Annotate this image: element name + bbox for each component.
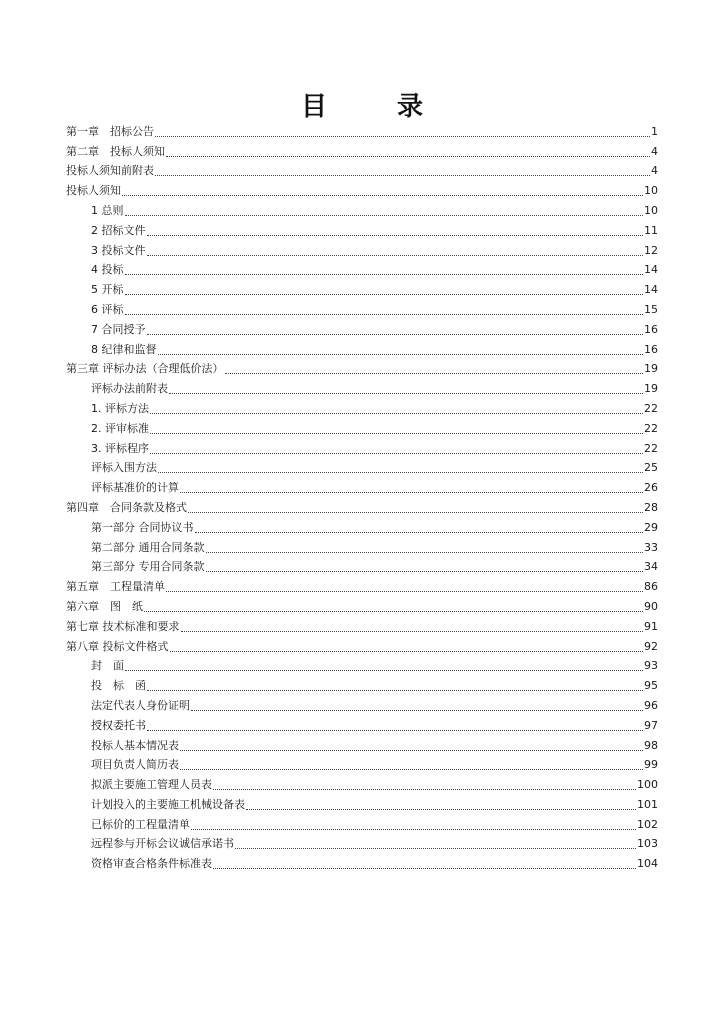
dot-leader [147,255,644,256]
toc-entry-page-number: 4 [651,144,658,158]
toc-entry-page-number: 16 [644,342,658,356]
toc-entry-title: 第一章 招标公告 [66,124,154,138]
toc-entry-title: 7 合同授予 [91,322,146,336]
toc-entry-title: 投 标 函 [91,679,146,693]
toc-entry[interactable] [66,418,658,438]
toc-entry[interactable] [66,715,658,735]
dot-leader [150,453,643,454]
toc-entry-title: 2. 评审标准 [91,421,149,435]
toc-entry[interactable] [66,141,658,161]
dot-leader [246,809,636,810]
toc-entry-page-number: 98 [644,738,658,752]
toc-entry-title: 法定代表人身份证明 [91,698,190,712]
toc-entry[interactable] [66,853,658,873]
dot-leader [166,591,643,592]
toc-entry[interactable] [66,576,658,596]
toc-entry[interactable] [66,695,658,715]
toc-entry-page-number: 100 [637,778,658,792]
toc-entry[interactable] [66,438,658,458]
toc-entry-page-number: 99 [644,758,658,772]
toc-entry[interactable] [66,735,658,755]
dot-leader [158,354,644,355]
toc-entry[interactable] [66,299,658,319]
dot-leader [225,373,644,374]
toc-entry[interactable] [66,339,658,359]
toc-entry-page-number: 25 [644,461,658,475]
toc-entry-title: 1. 评标方法 [91,401,149,415]
toc-entry-title: 项目负责人简历表 [91,758,179,772]
toc-entry-title: 8 纪律和监督 [91,342,157,356]
toc-entry-title: 第八章 投标文件格式 [66,639,169,653]
toc-entry-title: 6 评标 [91,302,124,316]
toc-entry-page-number: 29 [644,520,658,534]
toc-entry-page-number: 34 [644,560,658,574]
toc-entry[interactable] [66,557,658,577]
toc-entry-title: 3 投标文件 [91,243,146,257]
dot-leader [125,670,643,671]
dot-leader [180,492,643,493]
dot-leader [158,472,643,473]
toc-entry[interactable] [66,497,658,517]
toc-entry-title: 投标人须知前附表 [66,164,154,178]
toc-entry[interactable] [66,121,658,141]
dot-leader [235,848,636,849]
dot-leader [195,532,644,533]
dot-leader [206,571,644,572]
toc-entry-title: 3. 评标程序 [91,441,149,455]
toc-entry[interactable] [66,200,658,220]
toc-entry-title: 封 面 [91,659,124,673]
toc-entry-title: 投标人须知 [66,184,121,198]
toc-entry-title: 远程参与开标会议诚信承诺书 [91,837,234,851]
toc-entry-page-number: 104 [637,857,658,871]
dot-leader [170,651,644,652]
toc-entry-title: 第五章 工程量清单 [66,580,165,594]
toc-entry[interactable] [66,596,658,616]
toc-entry-title: 投标人基本情况表 [91,738,179,752]
dot-leader [155,136,650,137]
toc-entry-page-number: 86 [644,580,658,594]
toc-entry-page-number: 90 [644,599,658,613]
toc-entry[interactable] [66,240,658,260]
toc-entry[interactable] [66,378,658,398]
dot-leader [144,611,643,612]
dot-leader [125,215,644,216]
dot-leader [180,750,643,751]
toc-entry[interactable] [66,398,658,418]
dot-leader [125,294,644,295]
dot-leader [147,690,643,691]
toc-entry[interactable] [66,517,658,537]
toc-entry[interactable] [66,477,658,497]
toc-entry[interactable] [66,814,658,834]
toc-entry-title: 评标办法前附表 [91,382,168,396]
dot-leader [150,433,643,434]
toc-entry[interactable] [66,616,658,636]
toc-entry-page-number: 1 [651,124,658,138]
dot-leader [150,413,643,414]
toc-entry-page-number: 22 [644,421,658,435]
table-of-contents [66,121,658,873]
toc-entry-page-number: 33 [644,540,658,554]
dot-leader [213,868,636,869]
toc-entry[interactable] [66,161,658,181]
toc-entry[interactable] [66,537,658,557]
toc-entry-page-number: 92 [644,639,658,653]
toc-entry-page-number: 16 [644,322,658,336]
toc-entry-page-number: 19 [644,362,658,376]
dot-leader [166,156,650,157]
toc-entry-title: 第四章 合同条款及格式 [66,500,187,514]
toc-entry-page-number: 14 [644,263,658,277]
dot-leader [147,334,644,335]
dot-leader [181,631,644,632]
toc-entry-title: 评标入围方法 [91,461,157,475]
toc-entry[interactable] [66,319,658,339]
toc-entry-title: 第二章 投标人须知 [66,144,165,158]
toc-entry-title: 评标基准价的计算 [91,481,179,495]
toc-entry-page-number: 10 [644,203,658,217]
toc-entry-page-number: 4 [651,164,658,178]
toc-entry-page-number: 91 [644,619,658,633]
toc-entry-title: 资格审查合格条件标准表 [91,857,212,871]
toc-entry[interactable] [66,260,658,280]
dot-leader [191,710,643,711]
toc-entry-title: 5 开标 [91,283,124,297]
toc-entry[interactable] [66,656,658,676]
toc-entry[interactable] [66,636,658,656]
toc-entry[interactable] [66,279,658,299]
dot-leader [155,175,650,176]
dot-leader [125,274,644,275]
toc-entry[interactable] [66,458,658,478]
toc-entry[interactable] [66,359,658,379]
toc-entry-page-number: 14 [644,283,658,297]
toc-entry[interactable] [66,834,658,854]
toc-entry-page-number: 96 [644,698,658,712]
toc-entry-page-number: 22 [644,401,658,415]
toc-entry[interactable] [66,755,658,775]
toc-entry-page-number: 95 [644,679,658,693]
toc-entry-page-number: 22 [644,441,658,455]
toc-entry[interactable] [66,774,658,794]
toc-entry-page-number: 103 [637,837,658,851]
toc-entry-page-number: 15 [644,302,658,316]
toc-entry-title: 第三部分 专用合同条款 [91,560,205,574]
toc-entry-page-number: 11 [644,223,658,237]
toc-entry-title: 已标价的工程量清单 [91,817,190,831]
toc-entry-title: 授权委托书 [91,718,146,732]
dot-leader [122,195,643,196]
dot-leader [125,314,644,315]
toc-entry-title: 第七章 技术标准和要求 [66,619,180,633]
dot-leader [169,393,643,394]
toc-entry-title: 2 招标文件 [91,223,146,237]
dot-leader [147,730,643,731]
toc-entry-title: 拟派主要施工管理人员表 [91,778,212,792]
toc-entry-title: 第一部分 合同协议书 [91,520,194,534]
toc-entry-page-number: 19 [644,382,658,396]
page-title: 目 录 [300,92,445,122]
toc-entry-page-number: 12 [644,243,658,257]
toc-entry[interactable] [66,794,658,814]
toc-entry[interactable] [66,675,658,695]
toc-entry-title: 第三章 评标办法（合理低价法） [66,362,224,376]
toc-entry-page-number: 102 [637,817,658,831]
dot-leader [213,789,636,790]
toc-entry[interactable] [66,180,658,200]
toc-entry-title: 4 投标 [91,263,124,277]
toc-entry-title: 第六章 图 纸 [66,599,143,613]
dot-leader [191,829,636,830]
toc-entry-page-number: 101 [637,797,658,811]
dot-leader [147,235,644,236]
toc-entry-page-number: 97 [644,718,658,732]
dot-leader [180,769,643,770]
dot-leader [206,552,644,553]
toc-entry-page-number: 10 [644,184,658,198]
toc-entry[interactable] [66,220,658,240]
toc-entry-page-number: 28 [644,500,658,514]
toc-entry-title: 计划投入的主要施工机械设备表 [91,797,245,811]
dot-leader [188,512,643,513]
toc-entry-page-number: 93 [644,659,658,673]
toc-entry-page-number: 26 [644,481,658,495]
toc-entry-title: 1 总则 [91,203,124,217]
toc-entry-title: 第二部分 通用合同条款 [91,540,205,554]
